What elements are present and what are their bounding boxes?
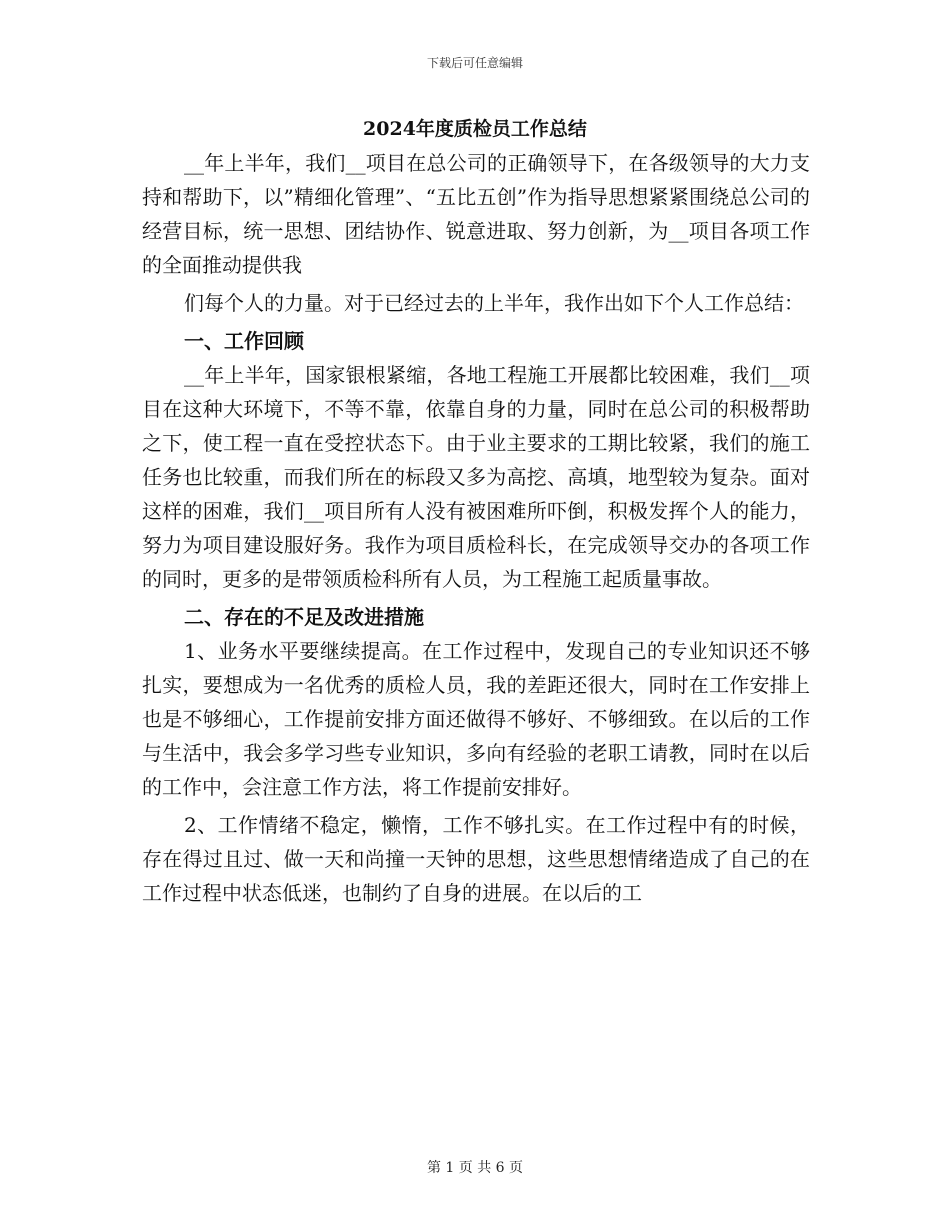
header-note: 下载后可任意编辑 <box>426 56 523 70</box>
section-heading-review: 一、工作回顾 <box>184 329 304 353</box>
paragraph-intro-1: __年上半年，我们__项目在总公司的正确领导下，在各级领导的大力支持和帮助下，以”精细化管理”、“五比五创”作为指导思想紧紧围绕总公司的经营目标，统一思想、团结协作、锐意进取、努力创新，为__项目各项工作的全面推动提供我 <box>142 151 810 277</box>
paragraph-review: __年上半年，国家银根紧缩，各地工程施工开展都比较困难，我们__项目在这种大环境下，不等不靠，依靠自身的力量，同时在总公司的积极帮助之下，使工程一直在受控状态下。由于业主要求的工期比较紧，我们的施工任务也比较重，而我们所在的标段又多为高挖、高填，地型较为复杂。面对这样的困难，我们__项目所有人没有被困难所吓倒，积极发挥个人的能力，努力为项目建设服好务。我作为项目质检科长，在完成领导交办的各项工作的同时，更多的是带领质检科所有人员，为工程施工起质量事故。 <box>142 363 810 591</box>
paragraph-point-2: 2、工作情绪不稳定，懒惰，工作不够扎实。在工作过程中有的时候，存在得过且过、做一天和尚撞一天钟的思想，这些思想情绪造成了自己的在工作过程中状态低迷，也制约了自身的进展。在以后的工 <box>142 813 810 905</box>
paragraph-point-1: 1、业务水平要继续提高。在工作过程中，发现自己的专业知识还不够扎实，要想成为一名优秀的质检人员，我的差距还很大，同时在工作安排上也是不够细心，工作提前安排方面还做得不够好、不够细致。在以后的工作与生活中，我会多学习些专业知识，多向有经验的老职工请教，同时在以后的工作中，会注意工作方法，将工作提前安排好。 <box>142 639 810 799</box>
paragraph-intro-2: 们每个人的力量。对于已经过去的上半年，我作出如下个人工作总结： <box>184 291 804 315</box>
document-title: 2024年度质检员工作总结 <box>363 118 587 140</box>
page-number: 第 1 页 共 6 页 <box>426 1160 524 1176</box>
section-heading-improvements: 二、存在的不足及改进措施 <box>184 605 424 629</box>
document-body <box>142 146 810 910</box>
